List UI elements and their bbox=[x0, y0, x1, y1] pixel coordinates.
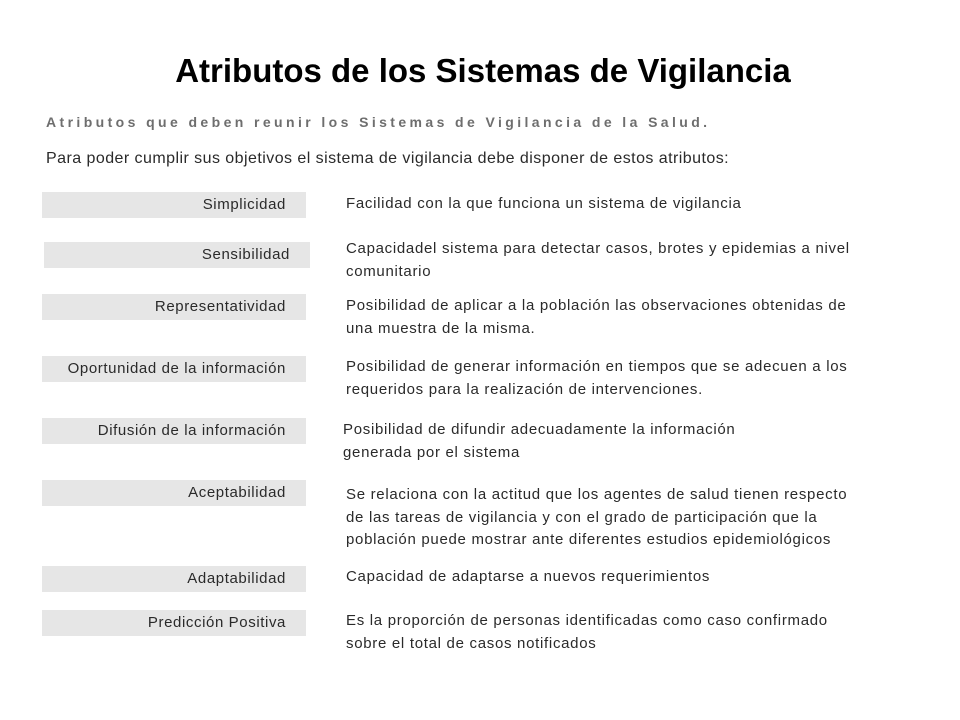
description-line: Facilidad con la que funciona un sistema de vigilancia bbox=[346, 195, 742, 212]
description-line: de las tareas de vigilancia y con el grado de participación que la bbox=[346, 508, 818, 526]
attribute-description bbox=[346, 295, 846, 340]
attribute-description bbox=[346, 610, 828, 655]
attribute-label: Simplicidad bbox=[42, 192, 306, 218]
attribute-label: Predicción Positiva bbox=[42, 610, 306, 636]
attribute-description bbox=[346, 356, 848, 401]
description-line: comunitario bbox=[346, 262, 432, 280]
description-line: Posibilidad de generar información en tiempos que se adecuen a los bbox=[346, 358, 848, 375]
description-line: sobre el total de casos notificados bbox=[346, 634, 597, 652]
attribute-label: Adaptabilidad bbox=[42, 566, 306, 592]
attribute-description bbox=[346, 484, 847, 552]
attribute-description bbox=[346, 566, 710, 589]
attribute-label: Oportunidad de la información bbox=[42, 356, 306, 382]
page-subtitle: Atributos que deben reunir los Sistemas de Vigilancia de la Salud. bbox=[46, 114, 711, 130]
description-line: Es la proporción de personas identificadas como caso confirmado bbox=[346, 612, 828, 629]
description-line: Posibilidad de difundir adecuadamente la información bbox=[343, 421, 736, 438]
attribute-label: Representatividad bbox=[42, 294, 306, 320]
description-line: generada por el sistema bbox=[343, 443, 521, 461]
attribute-label: Sensibilidad bbox=[44, 242, 310, 268]
attribute-description bbox=[343, 419, 735, 464]
description-line: Capacidadel sistema para detectar casos, brotes y epidemias a nivel bbox=[346, 240, 850, 257]
description-line: población puede mostrar ante diferentes estudios epidemiológicos bbox=[346, 531, 832, 548]
description-line: requeridos para la realización de intervenciones. bbox=[346, 380, 703, 398]
attribute-description bbox=[346, 238, 850, 283]
description-line: Posibilidad de aplicar a la población las observaciones obtenidas de bbox=[346, 297, 847, 314]
description-line: Se relaciona con la actitud que los agentes de salud tienen respecto bbox=[346, 486, 848, 503]
attribute-label: Aceptabilidad bbox=[42, 480, 306, 506]
description-line: una muestra de la misma. bbox=[346, 319, 536, 337]
attribute-description bbox=[346, 193, 742, 216]
page-title: Atributos de los Sistemas de Vigilancia bbox=[175, 52, 791, 89]
intro-text: Para poder cumplir sus objetivos el sistema de vigilancia debe disponer de estos atributos: bbox=[46, 150, 730, 167]
attribute-label: Difusión de la información bbox=[42, 418, 306, 444]
description-line: Capacidad de adaptarse a nuevos requerimientos bbox=[346, 568, 711, 585]
